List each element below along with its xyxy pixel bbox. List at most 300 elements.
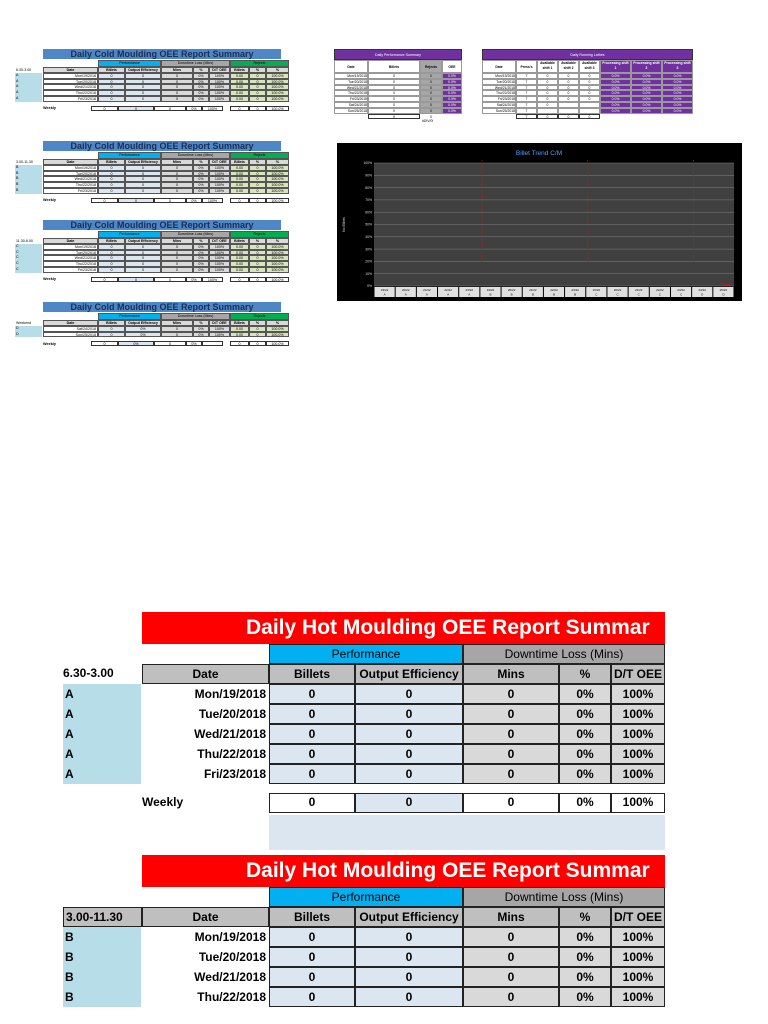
dr-head-avail2: Available shift 2 (558, 60, 579, 73)
cold-cell-date: Tue/20/2018 (43, 250, 98, 256)
dp-cell-billets: 0 (368, 85, 420, 91)
cold-cell-rej-pct2: 100.0% (266, 182, 289, 188)
cold-cell-pct: 0% (193, 244, 209, 250)
dp-cell-oee: 0.0% (442, 102, 462, 108)
cold-cell-pct: 0% (193, 165, 209, 171)
dr-head-date: Date (482, 60, 516, 73)
cold-cell-rej-billets: 0.00 (230, 84, 249, 90)
cold-weekly-label: Weekly (43, 341, 57, 346)
dr-total-avail3: 0 (579, 114, 600, 120)
dp-total-billets: 0 (368, 114, 420, 120)
cold-weekly-rej-pct: 0 (249, 277, 266, 282)
chart-xtick: 24/22 (698, 288, 706, 292)
dp-cell-date: Fri/23/2018 (334, 96, 368, 102)
dr-head-proc1: Processing shift 1 (600, 60, 631, 73)
dp-head-billets: Billets (368, 60, 420, 73)
chart-ytick: 10% (365, 271, 372, 276)
dp-cell-oee: 0.0% (442, 96, 462, 102)
cold-cell-billets: 0 (98, 176, 125, 182)
daily-performance-summary (334, 49, 462, 123)
hot-cell-billets: 0 (269, 704, 355, 724)
hot-weekly-band (269, 815, 665, 850)
chart-ylabel: No Billets (342, 217, 346, 232)
cold-cell-dt: 100% (209, 90, 230, 96)
hot-cell-dt: 100% (611, 947, 665, 967)
chart-xtick: 19/22 (380, 288, 389, 292)
dr-cell-avail3: 0 (579, 90, 600, 96)
cold-cell-billets: 0 (98, 261, 125, 267)
hot-cell-date: Tue/20/2018 (142, 947, 269, 967)
cold-cell-rej-pct2: 100.0% (266, 84, 289, 90)
dr-cell-proc1: 0.0% (600, 73, 631, 79)
hot-table-title: Daily Hot Moulding OEE Report Summar (142, 855, 665, 887)
hot-col-output-efficiency: Output Efficiency (355, 664, 463, 684)
hot-cell-date: Wed/21/2018 (142, 724, 269, 744)
cold-weekly-rej-pct2: 100.0% (266, 277, 289, 282)
hot-shift-letter: B (63, 987, 141, 1007)
cold-cell-pct: 0% (193, 326, 209, 332)
dr-cell-avail1: 0 (537, 79, 558, 85)
cold-weekly-oe: 0 (118, 277, 154, 282)
cold-weekly-billets: 0 (91, 277, 118, 282)
dr-cell-avail2: 0 (558, 85, 579, 91)
cold-cell-mins: 0 (161, 267, 193, 273)
cold-cell-pct: 0% (193, 90, 209, 96)
dr-cell-proc3: 0.0% (662, 85, 693, 91)
cold-col-billets: Billets (98, 67, 125, 73)
cold-cell-pct: 0% (193, 84, 209, 90)
hot-head-downtime: Downtime Loss (Mins) (463, 887, 665, 907)
hot-cell-dt: 100% (611, 764, 665, 784)
cold-col-rej-billets: Billets (230, 159, 249, 165)
cold-cell-oe: 0 (125, 261, 161, 267)
cold-cell-mins: 0 (161, 326, 193, 332)
dp-cell-billets: 0 (368, 73, 420, 79)
dr-cell-avail1: 0 (537, 102, 558, 108)
hot-cell-oe: 0 (355, 927, 463, 947)
cold-shift-letter: D (15, 332, 42, 338)
dp-cell-billets: 0 (368, 102, 420, 108)
cold-cell-pct: 0% (193, 332, 209, 338)
hot-cell-dt: 100% (611, 987, 665, 1007)
cold-col-date: Date (43, 320, 98, 326)
table-row (142, 947, 665, 967)
cold-cell-billets: 0 (98, 165, 125, 171)
hot-weekly-dt: 100% (611, 793, 665, 813)
cold-cell-date: Sat/24/2018 (43, 326, 98, 332)
cold-cell-date: Sun/25/2018 (43, 332, 98, 338)
cold-cell-rej-billets: 0.00 (230, 332, 249, 338)
dr-cell-date: Thu/22/2018 (482, 90, 516, 96)
cold-cell-billets: 0 (98, 79, 125, 85)
dr-cell-proc2: 0.0% (631, 90, 662, 96)
hot-cell-oe: 0 (355, 724, 463, 744)
hot-head-performance: Performance (269, 887, 463, 907)
cold-col-dt-oee: D/T OEE (209, 67, 230, 73)
cold-cell-rej-billets: 0.00 (230, 73, 249, 79)
cold-col-dt-oee: D/T OEE (209, 159, 230, 165)
cold-cell-rej-billets: 0.00 (230, 250, 249, 256)
dr-cell-avail2: 0 (558, 90, 579, 96)
dp-cell-billets: 0 (368, 96, 420, 102)
cold-cell-mins: 0 (161, 182, 193, 188)
hot-cell-mins: 0 (463, 927, 559, 947)
cold-cell-dt: 100% (209, 182, 230, 188)
cold-cell-rej-pct: 0 (249, 171, 266, 177)
hot-cell-pct: 0% (559, 744, 611, 764)
cold-weekly-pct: 0% (186, 198, 202, 203)
cold-cell-rej-pct2: 100.0% (266, 261, 289, 267)
hot-shift-letter: A (63, 744, 141, 764)
cold-cell-billets: 0 (98, 250, 125, 256)
hot-col-billets: Billets (269, 907, 355, 927)
cold-weekly-rej-pct2: 100.0% (266, 198, 289, 203)
cold-cell-rej-billets: 0.00 (230, 182, 249, 188)
cold-head-performance: Performance (98, 231, 161, 238)
cold-cell-mins: 0 (161, 96, 193, 102)
dr-cell-press: 7 (516, 108, 537, 114)
chart-xtick-group: B (574, 292, 577, 297)
hot-col-pct: % (559, 664, 611, 684)
cold-weekly-billets: 0 (91, 106, 118, 111)
hot-cell-billets: 0 (269, 764, 355, 784)
table-row (142, 744, 665, 764)
cold-cell-dt: 100% (209, 250, 230, 256)
dr-head-avail1: Available shift 1 (537, 60, 558, 73)
hot-cell-date: Thu/22/2018 (142, 744, 269, 764)
cold-cell-rej-pct: 0 (249, 84, 266, 90)
cold-head-performance: Performance (98, 152, 161, 159)
cold-col-pct: % (193, 238, 209, 244)
cold-cell-rej-pct2: 100.0% (266, 244, 289, 250)
chart-xtick: 22/22 (656, 288, 664, 292)
table-row (43, 96, 289, 102)
dr-cell-date: Mon/19/2018 (482, 73, 516, 79)
dp-cell-oee: 0.0% (442, 90, 462, 96)
hot-col-date: Date (142, 907, 269, 927)
hot-cell-pct: 0% (559, 947, 611, 967)
hot-cell-billets: 0 (269, 967, 355, 987)
cold-cell-oe: 0 (125, 255, 161, 261)
cold-cell-oe: 0 (125, 244, 161, 250)
dr-cell-proc1: 0.0% (600, 96, 631, 102)
cold-cell-oe: 0 (125, 79, 161, 85)
cold-shift-label: 6.30-3.00 (16, 67, 32, 72)
hot-col-mins: Mins (463, 907, 559, 927)
cold-cell-date: Fri/23/2018 (43, 188, 98, 194)
cold-head-downtime: Downtime Loss (Mins) (161, 313, 230, 320)
dr-cell-proc2: 0.0% (631, 73, 662, 79)
cold-cell-billets: 0 (98, 73, 125, 79)
hot-cell-dt: 100% (611, 744, 665, 764)
dp-cell-oee: 0.0% (442, 108, 462, 114)
hot-cell-dt: 100% (611, 704, 665, 724)
hot-cell-pct: 0% (559, 764, 611, 784)
cold-cell-dt: 100% (209, 165, 230, 171)
hot-shift-letter: A (63, 704, 141, 724)
cold-cell-pct: 0% (193, 261, 209, 267)
cold-head-rejects: Rejects (230, 60, 289, 67)
cold-group-spacer (43, 152, 98, 159)
hot-cell-mins: 0 (463, 724, 559, 744)
hot-weekly-mins: 0 (463, 793, 559, 813)
cold-cell-rej-pct2: 100.0% (266, 165, 289, 171)
cold-weekly-billets: 0 (91, 198, 118, 203)
daily-running-rows (482, 73, 693, 114)
dr-cell-date: Sat/24/2018 (482, 102, 516, 108)
dr-head-proc2: Processing shift 2 (631, 60, 662, 73)
cold-col-billets: Billets (98, 320, 125, 326)
cold-cell-mins: 0 (161, 250, 193, 256)
cold-shift-letter: A (15, 96, 42, 102)
cold-col-output-efficiency: Output Efficiency (125, 159, 161, 165)
cold-col-rej-pct2: % (266, 67, 289, 73)
cold-cell-rej-billets: 0.00 (230, 171, 249, 177)
cold-cell-pct: 0% (193, 73, 209, 79)
chart-xtick: 22/22 (444, 288, 452, 292)
cold-col-mins: Mins (161, 238, 193, 244)
dr-cell-avail3: 0 (579, 79, 600, 85)
chart-title: Billet Trend C/M (515, 150, 563, 157)
dr-cell-avail3: 0 (579, 85, 600, 91)
hot-col-output-efficiency: Output Efficiency (355, 907, 463, 927)
cold-cell-oe: 0 (125, 165, 161, 171)
dp-cell-billets: 0 (368, 108, 420, 114)
hot-cell-pct: 0% (559, 967, 611, 987)
cold-cell-date: Wed/21/2018 (43, 255, 98, 261)
cold-cell-oe: 0 (125, 182, 161, 188)
cold-cell-dt: 100% (209, 171, 230, 177)
hot-col-dt-oee: D/T OEE (611, 907, 665, 927)
cold-cell-rej-pct: 0 (249, 176, 266, 182)
cold-head-rejects: Rejects (230, 231, 289, 238)
hot-cell-date: Wed/21/2018 (142, 967, 269, 987)
cold-cell-dt: 100% (209, 332, 230, 338)
hot-cell-mins: 0 (463, 967, 559, 987)
hot-col-date: Date (142, 664, 269, 684)
cold-cell-mins: 0 (161, 176, 193, 182)
cold-cell-rej-pct: 0 (249, 188, 266, 194)
cold-cell-rej-pct: 0 (249, 96, 266, 102)
table-row (142, 764, 665, 784)
cold-cell-mins: 0 (161, 84, 193, 90)
chart-xtick: 23/22 (465, 288, 474, 292)
daily-running-title: Daily Running Lathes (482, 49, 693, 60)
cold-shift-letter: B (15, 171, 42, 177)
chart-xtick: 25/22 (719, 288, 728, 292)
dr-cell-proc3: 0.0% (662, 96, 693, 102)
cold-group-header (43, 231, 289, 238)
cold-cell-mins: 0 (161, 261, 193, 267)
table-row (142, 704, 665, 724)
cold-cell-dt: 100% (209, 255, 230, 261)
cold-cell-rej-billets: 0.00 (230, 165, 249, 171)
cold-col-output-efficiency: Output Efficiency (125, 320, 161, 326)
cold-cell-pct: 0% (193, 255, 209, 261)
cold-col-mins: Mins (161, 159, 193, 165)
hot-cell-oe: 0 (355, 704, 463, 724)
cold-cell-rej-pct: 0 (249, 250, 266, 256)
cold-group-spacer (43, 313, 98, 320)
hot-cell-billets: 0 (269, 927, 355, 947)
cold-col-date: Date (43, 238, 98, 244)
chart-xtick-group: C (616, 292, 619, 297)
cold-cell-dt: 100% (209, 261, 230, 267)
cold-cell-date: Mon/19/2018 (43, 165, 98, 171)
cold-cell-rej-billets: 0.00 (230, 261, 249, 267)
cold-cell-oe: 0 (125, 96, 161, 102)
dp-cell-rejects: 0 (420, 85, 442, 91)
cold-cell-billets: 0 (98, 326, 125, 332)
cold-col-dt-oee: D/T OEE (209, 320, 230, 326)
cold-cell-rej-pct: 0 (249, 90, 266, 96)
cold-weekly-dt (202, 341, 223, 346)
cold-cell-billets: 0 (98, 332, 125, 338)
dr-cell-proc2: 0.0% (631, 79, 662, 85)
cold-cell-dt: 100% (209, 96, 230, 102)
chart-xtick: 21/22 (529, 288, 537, 292)
chart-xtick: 20/22 (613, 288, 622, 292)
cold-cell-pct: 0% (193, 250, 209, 256)
chart-ytick: 90% (365, 173, 372, 178)
cold-cell-rej-pct: 0 (249, 267, 266, 273)
dp-footnote: #DIV/0! (422, 119, 434, 124)
hot-weekly-pct: 0% (559, 793, 611, 813)
hot-cell-pct: 0% (559, 724, 611, 744)
cold-cell-mins: 0 (161, 79, 193, 85)
chart-xtick-group: A (425, 292, 428, 297)
chart-ytick: 70% (365, 198, 372, 203)
cold-shift-label: 3.00-11.30 (16, 159, 33, 164)
cold-cell-date: Fri/23/2018 (43, 267, 98, 273)
cold-col-output-efficiency: Output Efficiency (125, 67, 161, 73)
cold-col-rej-pct2: % (266, 320, 289, 326)
cold-cell-date: Thu/22/2018 (43, 90, 98, 96)
cold-cell-rej-pct2: 100.0% (266, 176, 289, 182)
cold-weekly-dt: 100% (202, 277, 223, 282)
dr-cell-proc2: 0.0% (631, 108, 662, 114)
cold-cell-mins: 0 (161, 90, 193, 96)
cold-table-title: Daily Cold Moulding OEE Report Summary (43, 49, 281, 59)
dr-cell-avail1: 0 (537, 73, 558, 79)
cold-shift-letter: A (15, 90, 42, 96)
chart-ytick: 60% (365, 210, 372, 215)
daily-running-header (482, 60, 693, 73)
hot-shift-letter: B (63, 967, 141, 987)
hot-cell-pct: 0% (559, 927, 611, 947)
cold-cell-rej-pct: 0 (249, 332, 266, 338)
dp-cell-date: Sat/24/2018 (334, 102, 368, 108)
dr-cell-avail2: 0 (558, 73, 579, 79)
table-row (43, 188, 289, 194)
hot-cell-date: Tue/20/2018 (142, 704, 269, 724)
hot-cell-pct: 0% (559, 704, 611, 724)
dp-cell-rejects: 0 (420, 79, 442, 85)
cold-cell-billets: 0 (98, 267, 125, 273)
cold-col-rej-pct2: % (266, 159, 289, 165)
daily-performance-rows (334, 73, 462, 114)
cold-weekly-rej-pct: 0 (249, 341, 266, 346)
cold-shift-letter: C (15, 261, 42, 267)
hot-cell-date: Fri/23/2018 (142, 764, 269, 784)
cold-head-downtime: Downtime Loss (Mins) (161, 60, 230, 67)
cold-cell-oe: 0 (125, 84, 161, 90)
cold-cell-dt: 100% (209, 244, 230, 250)
cold-cell-rej-billets: 0.00 (230, 267, 249, 273)
cold-cell-rej-billets: 0.00 (230, 176, 249, 182)
hot-column-header (142, 664, 665, 684)
cold-shift-letter: C (15, 267, 42, 273)
cold-cell-rej-pct2: 100.0% (266, 90, 289, 96)
cold-cell-rej-pct: 0 (249, 182, 266, 188)
chart-xtick-group: C (595, 292, 598, 297)
cold-cell-mins: 0 (161, 244, 193, 250)
cold-head-rejects: Rejects (230, 313, 289, 320)
cold-cell-mins: 0 (161, 171, 193, 177)
chart-xtick-group: A (447, 292, 450, 297)
cold-cell-billets: 0 (98, 244, 125, 250)
cold-col-rej-pct: % (249, 238, 266, 244)
dr-cell-press: 7 (516, 96, 537, 102)
cold-weekly-mins: 0 (154, 341, 186, 346)
hot-cell-mins: 0 (463, 744, 559, 764)
hot-shift-label: 3.00-11.30 (63, 907, 142, 927)
hot-cell-oe: 0 (355, 744, 463, 764)
cold-cell-rej-billets: 0.00 (230, 326, 249, 332)
dr-cell-avail2: 0 (558, 96, 579, 102)
cold-cell-mins: 0 (161, 332, 193, 338)
dr-cell-press: 7 (516, 79, 537, 85)
cold-cell-billets: 0 (98, 171, 125, 177)
hot-weekly-oe: 0 (355, 793, 463, 813)
cold-weekly-rej-pct: 0 (249, 106, 266, 111)
cold-col-date: Date (43, 67, 98, 73)
dr-cell-press: 7 (516, 90, 537, 96)
dr-cell-date: Tue/20/2018 (482, 79, 516, 85)
hot-cell-billets: 0 (269, 724, 355, 744)
dr-cell-avail3: 0 (579, 73, 600, 79)
cold-cell-rej-pct2: 100.0% (266, 188, 289, 194)
chart-ytick: 50% (365, 222, 372, 227)
hot-cell-dt: 100% (611, 724, 665, 744)
cold-cell-rej-pct: 0 (249, 165, 266, 171)
cold-cell-pct: 0% (193, 176, 209, 182)
dr-cell-press: 7 (516, 102, 537, 108)
cold-cell-date: Thu/22/2018 (43, 261, 98, 267)
table-row (142, 967, 665, 987)
cold-shift-letter: C (15, 250, 42, 256)
chart-xtick: 23/22 (677, 288, 685, 292)
cold-cell-rej-pct2: 100.0% (266, 332, 289, 338)
cold-cell-oe: 0 (125, 267, 161, 273)
dr-cell-proc3: 0.0% (662, 90, 693, 96)
cold-cell-dt: 100% (209, 84, 230, 90)
cold-weekly-pct: 0% (186, 106, 202, 111)
cold-head-performance: Performance (98, 60, 161, 67)
cold-cell-oe: 0 (125, 73, 161, 79)
cold-cell-billets: 0 (98, 84, 125, 90)
chart-xtick: 21/22 (634, 288, 643, 292)
cold-weekly-pct: 0% (186, 341, 202, 346)
cold-cell-pct: 0% (193, 171, 209, 177)
dr-total-avail1: 0 (537, 114, 558, 120)
dr-cell-proc3: 0.0% (662, 102, 693, 108)
hot-shift-letter: B (63, 927, 141, 947)
daily-running-lathes (482, 49, 693, 119)
hot-cell-mins: 0 (463, 947, 559, 967)
chart-xtick-group: B (510, 292, 513, 297)
dr-cell-press: 7 (516, 73, 537, 79)
